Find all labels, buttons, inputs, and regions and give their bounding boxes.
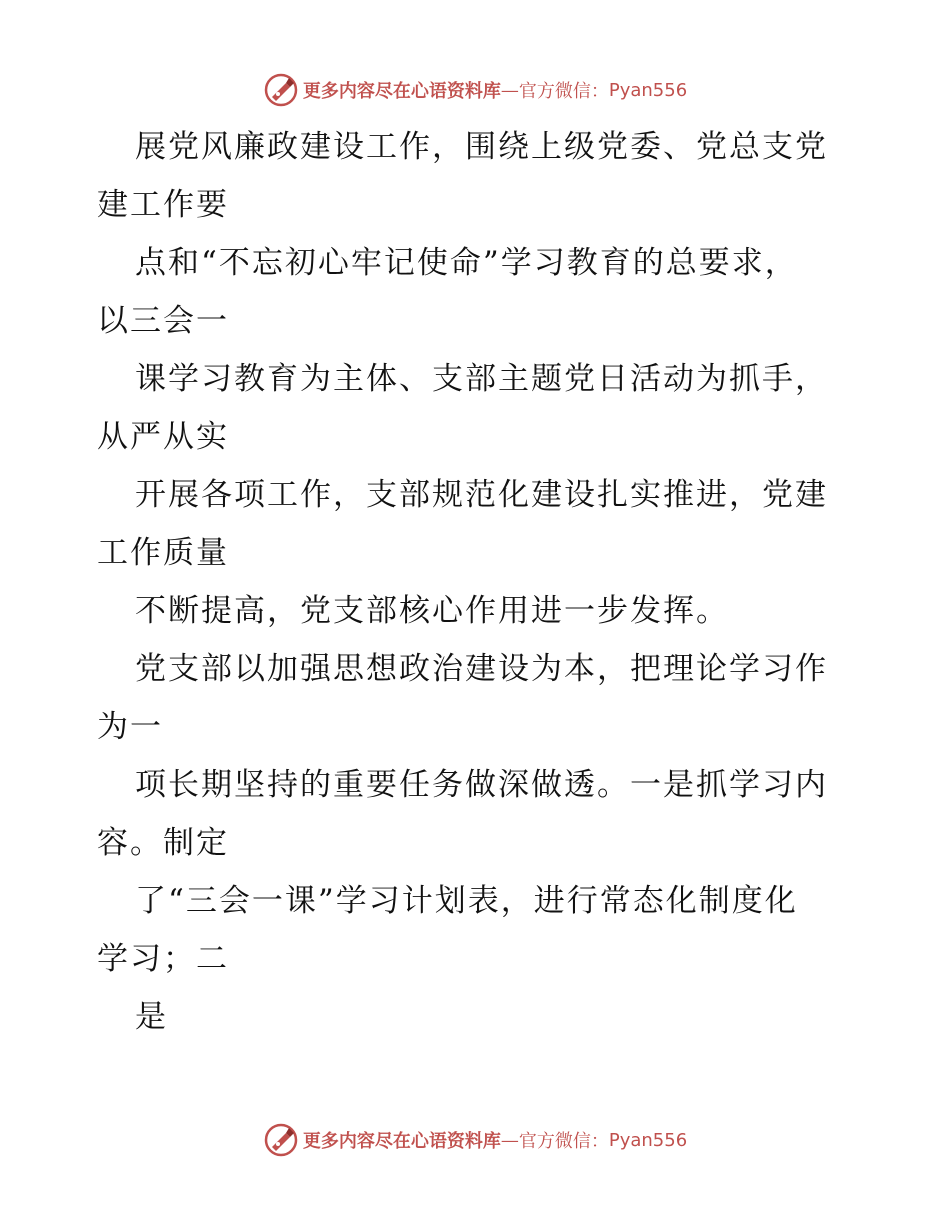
body-line: 党支部以加强思想政治建设为本，把理论学习作	[135, 651, 828, 687]
body-line: 展党风廉政建设工作，围绕上级党委、党总支党	[135, 129, 828, 165]
body-line: 项长期坚持的重要任务做深做透。一是抓学习内	[135, 767, 828, 803]
body-line: 以三会一	[97, 303, 229, 339]
body-line: 容。制定	[97, 825, 229, 861]
banner-separator: —	[500, 1129, 519, 1151]
body-line: 了“三会一课”学习计划表，进行常态化制度化	[135, 883, 798, 919]
header-watermark-banner	[0, 70, 950, 110]
body-line: 学习；二	[97, 941, 229, 977]
footer-watermark-banner	[0, 1120, 950, 1160]
body-line: 点和“不忘初心牢记使命”学习教育的总要求，	[135, 245, 798, 281]
body-line: 不断提高，党支部核心作用进一步发挥。	[135, 593, 729, 629]
body-line: 开展各项工作，支部规范化建设扎实推进，党建	[135, 477, 828, 513]
banner-wechat-account: Pyan556	[608, 79, 688, 101]
banner-wechat-account: Pyan556	[608, 1129, 688, 1151]
body-line: 课学习教育为主体、支部主题党日活动为抓手，	[135, 361, 828, 397]
banner-separator: —	[500, 79, 519, 101]
body-line: 建工作要	[97, 187, 229, 223]
document-body	[97, 118, 867, 1046]
banner-wechat-label: 官方微信：	[518, 1131, 609, 1152]
pen-nib-logo-icon	[263, 72, 299, 108]
body-line: 为一	[97, 709, 163, 745]
body-line: 工作质量	[97, 535, 229, 571]
banner-main-text: 更多内容尽在心语资料库	[302, 81, 501, 102]
body-line: 是	[135, 999, 168, 1035]
pen-nib-logo-icon	[263, 1122, 299, 1158]
banner-main-text: 更多内容尽在心语资料库	[302, 1131, 501, 1152]
banner-wechat-label: 官方微信：	[518, 81, 609, 102]
body-line: 从严从实	[97, 419, 229, 455]
